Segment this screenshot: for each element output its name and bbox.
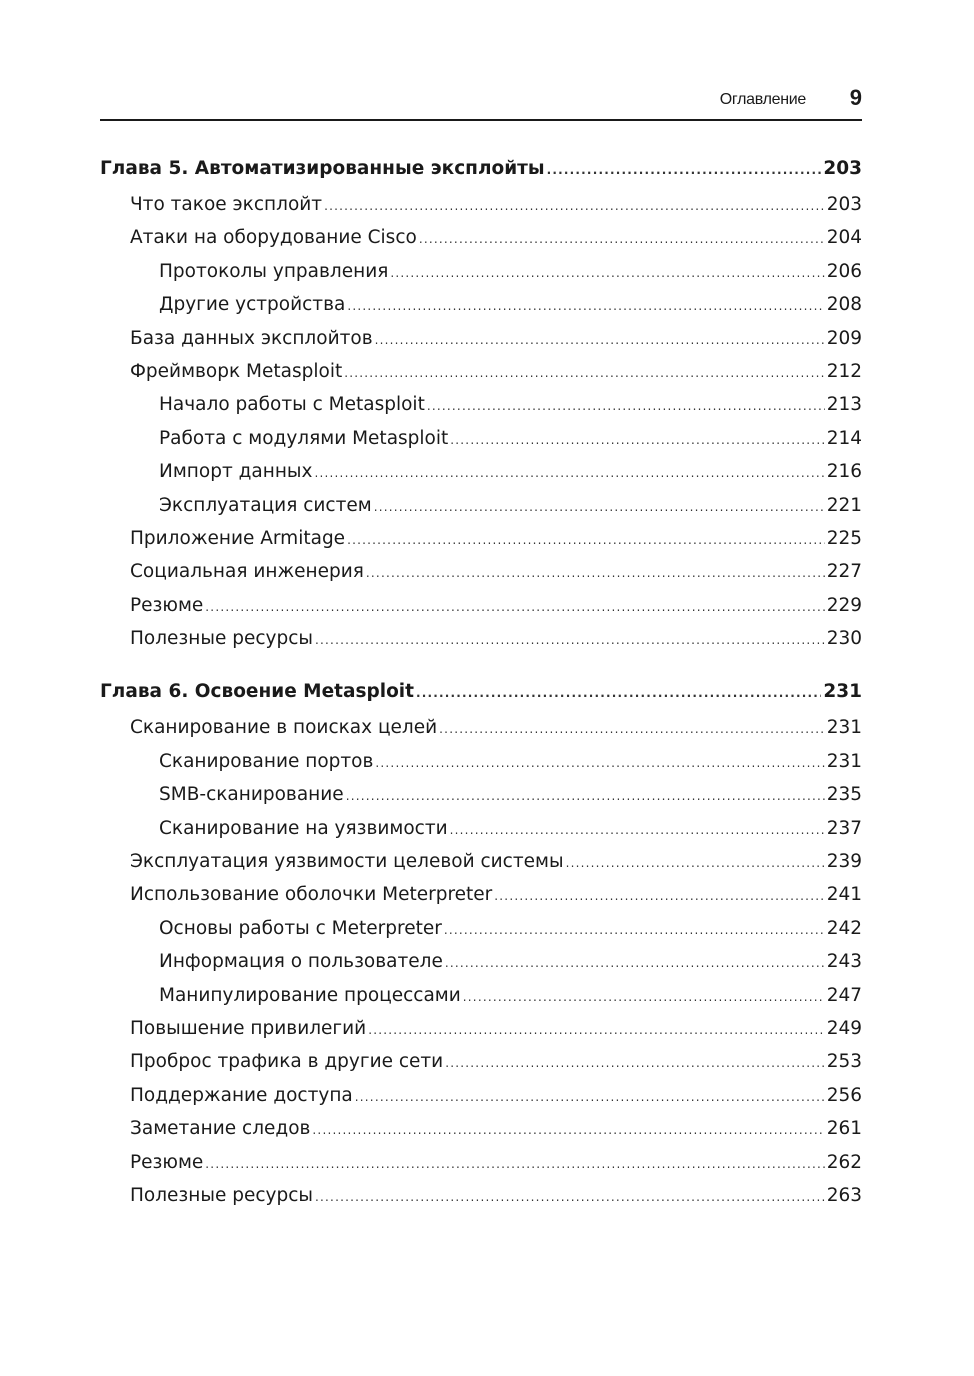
dot-leader [427,390,825,423]
toc-entry[interactable] [100,812,862,845]
toc-entry-page: 208 [826,294,862,316]
toc-entry-title: Работа с модулями Metasploit [159,427,449,449]
toc-chapter-entry[interactable] [100,150,862,188]
toc-entry[interactable] [100,221,862,254]
dot-leader [450,814,825,847]
toc-entry-page: 209 [826,327,862,349]
dot-leader [314,457,824,490]
toc-entry-page: 263 [826,1184,862,1206]
toc-entry-title: Протоколы управления [159,260,389,282]
toc-entry[interactable] [100,255,862,288]
toc-entry-page: 237 [826,817,862,839]
dot-leader [355,1081,825,1114]
toc-entry[interactable] [100,422,862,455]
toc-entry-page: 230 [826,628,862,650]
toc-entry-title: Поддержание доступа [130,1084,353,1106]
dot-leader [315,624,825,657]
toc-entry-page: 262 [826,1151,862,1173]
toc-entry-page: 212 [826,360,862,382]
toc-entry-title: Манипулирование процессами [159,984,461,1006]
toc-entry-page: 256 [826,1084,862,1106]
toc-entry-page: 214 [826,427,862,449]
dot-leader [366,557,825,590]
dot-leader [312,1114,824,1147]
toc-entry[interactable] [100,845,862,878]
toc-entry[interactable] [100,388,862,421]
toc-entry-page: 231 [826,750,862,772]
toc-entry-title: Фреймворк Metasploit [130,360,343,382]
dot-leader [324,190,825,223]
toc-entry-title: Глава 6. Освоение Metasploit [100,681,414,703]
dot-leader [445,947,825,980]
toc-entry-title: Глава 5. Автоматизированные эксплойты [100,158,545,179]
toc-entry-title: Повышение привилегий [130,1017,367,1039]
toc-entry-title: Полезные ресурсы [130,1184,314,1206]
toc-entry[interactable] [100,778,862,811]
toc-entry-title: Импорт данных [159,461,313,483]
toc-entry-title: Резюме [130,1151,204,1173]
dot-leader [444,914,825,947]
toc-entry-page: 235 [826,784,862,806]
dot-leader [375,747,824,780]
toc-entry-page: 225 [826,527,862,549]
dot-leader [494,880,824,913]
toc-entry-page: 231 [823,681,862,703]
toc-entry[interactable] [100,1112,862,1145]
dot-leader [439,713,825,746]
dot-leader [347,524,825,557]
dot-leader [566,847,825,880]
toc-entry-title: Эксплуатация уязвимости целевой системы [130,851,564,873]
toc-entry-page: 243 [826,951,862,973]
toc-entry-title: Приложение Armitage [130,527,346,549]
toc-entry-page: 203 [826,194,862,215]
toc-entry-title: Сканирование на уязвимости [159,817,448,839]
toc-entry-page: 204 [826,227,862,249]
dot-leader [547,151,822,189]
toc-entry[interactable] [100,912,862,945]
toc-entry[interactable] [100,322,862,355]
toc-entry[interactable] [100,288,862,321]
toc-entry-page: 239 [826,851,862,873]
dot-leader [347,290,824,323]
page-header [100,82,862,120]
toc-entry-title: База данных эксплойтов [130,327,373,349]
toc-entry-page: 203 [823,158,862,179]
dot-leader [205,1148,824,1181]
toc-entry-title: Заметание следов [130,1118,311,1140]
toc-entry[interactable] [100,455,862,488]
toc-entry-title: Сканирование в поисках целей [130,717,438,739]
toc-entry-title: SMB-сканирование [159,784,344,806]
toc-entry[interactable] [100,1146,862,1179]
toc-entry-page: 206 [826,260,862,282]
dot-leader [205,591,824,624]
dot-leader [346,780,825,813]
toc-entry-page: 227 [826,561,862,583]
toc-entry-page: 242 [826,917,862,939]
toc-entry[interactable] [100,979,862,1012]
toc-entry[interactable] [100,1045,862,1078]
dot-leader [419,223,825,256]
page-number: 9 [849,85,862,110]
toc-entry-title: Проброс трафика в другие сети [130,1051,444,1073]
dot-leader [445,1047,824,1080]
toc-entry-title: Информация о пользователе [159,951,443,973]
toc-entry[interactable] [100,745,862,778]
dot-leader [390,257,824,290]
toc-entry-title: Резюме [130,594,204,616]
toc-entry-title: Что такое эксплойт [130,194,323,215]
toc-entry[interactable] [100,878,862,911]
toc-entry-page: 261 [826,1118,862,1140]
toc-entry[interactable] [100,188,862,221]
toc-entry-title: Сканирование портов [159,750,374,772]
toc-entry[interactable] [100,945,862,978]
toc-entry-page: 221 [826,494,862,516]
toc-entry[interactable] [100,355,862,388]
toc-entry[interactable] [100,589,862,622]
dot-leader [463,981,825,1014]
dot-leader [450,424,824,457]
toc-entry[interactable] [100,711,862,744]
toc-entry[interactable] [100,522,862,555]
dot-leader [368,1014,824,1047]
toc-entry[interactable] [100,1179,862,1212]
toc-entry-page: 253 [826,1051,862,1073]
table-of-contents [100,150,862,1212]
header-rule [100,119,862,121]
toc-entry-page: 216 [826,461,862,483]
toc-entry-title: Другие устройства [159,294,346,316]
toc-entry-page: 249 [826,1017,862,1039]
dot-leader [374,491,825,524]
toc-entry[interactable] [100,622,862,655]
toc-entry[interactable] [100,555,862,588]
toc-entry-page: 229 [826,594,862,616]
toc-entry-title: Основы работы с Meterpreter [159,917,442,939]
toc-entry-title: Использование оболочки Meterpreter [130,884,493,906]
toc-entry[interactable] [100,1012,862,1045]
running-head-title: Оглавление [719,91,806,108]
toc-entry-page: 231 [826,717,862,739]
dot-leader [416,674,821,712]
toc-entry[interactable] [100,489,862,522]
toc-entry-page: 241 [826,884,862,906]
dot-leader [344,357,824,390]
toc-entry-title: Полезные ресурсы [130,628,314,650]
toc-entry-title: Начало работы с Metasploit [159,394,425,416]
toc-entry-title: Атаки на оборудование Cisco [130,227,417,249]
dot-leader [375,324,825,357]
toc-entry-title: Эксплуатация систем [159,494,372,516]
toc-entry-title: Социальная инженерия [130,561,364,583]
toc-chapter-entry[interactable] [100,673,862,711]
dot-leader [315,1181,825,1214]
toc-entry[interactable] [100,1079,862,1112]
toc-entry-page: 213 [826,394,862,416]
toc-entry-page: 247 [826,984,862,1006]
